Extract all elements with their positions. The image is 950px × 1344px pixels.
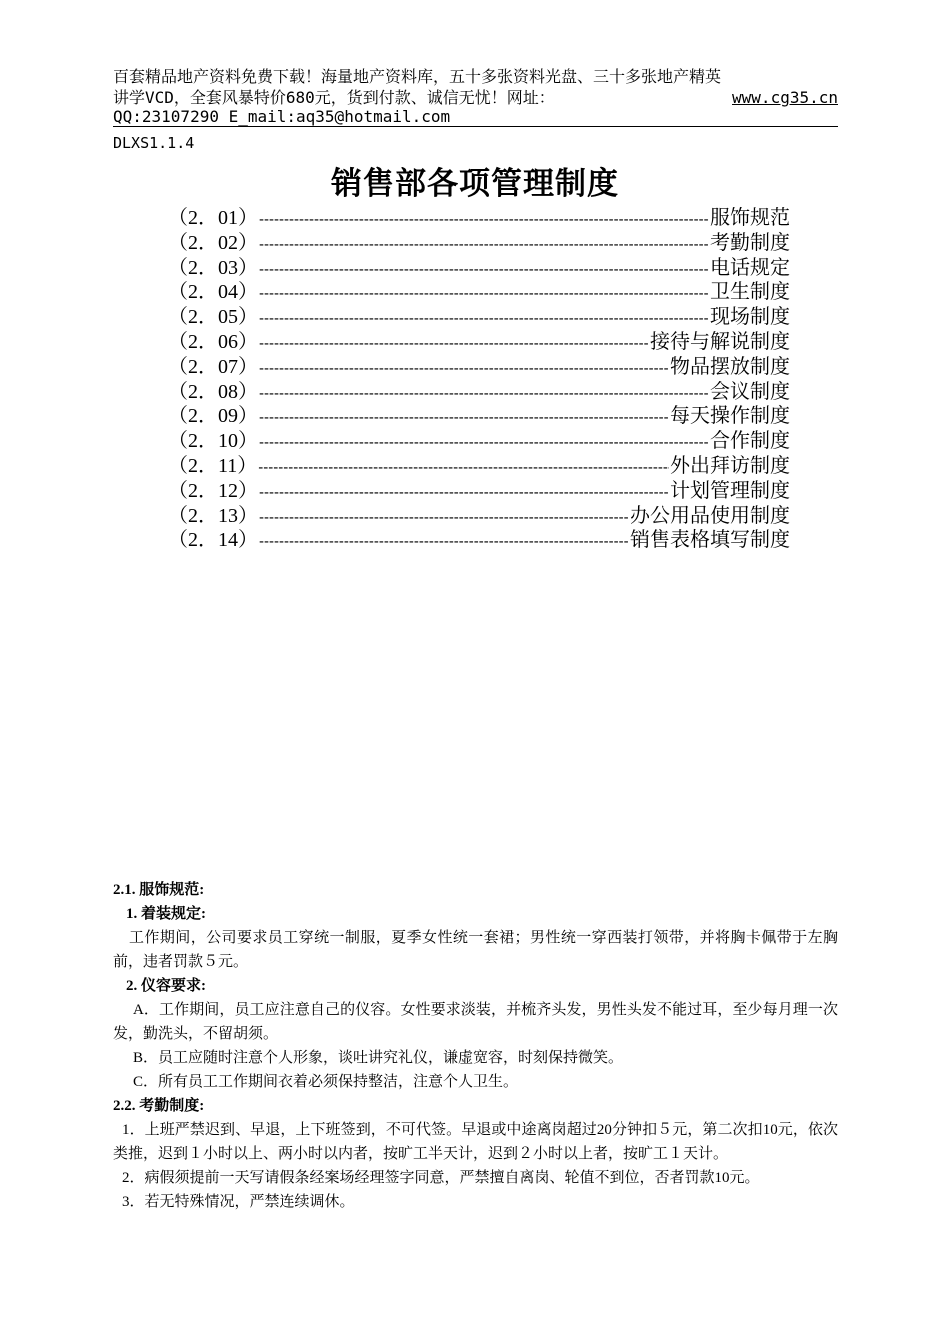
toc-leader	[259, 258, 709, 283]
toc-label: 接待与解说制度	[650, 330, 790, 353]
toc-number: （2．08）	[168, 380, 258, 403]
paragraph-appearance-b: B．员工应随时注意个人形象，谈吐讲究礼仪，谦虚宽容，时刻保持微笑。	[133, 1050, 624, 1066]
toc-label: 卫生制度	[710, 281, 790, 304]
toc-entry[interactable]	[168, 355, 790, 380]
toc-entry[interactable]	[168, 429, 790, 454]
toc-label: 计划管理制度	[670, 479, 790, 502]
toc-entry[interactable]	[168, 404, 790, 429]
toc-entry[interactable]	[168, 305, 790, 330]
toc-number: （2．11）	[168, 454, 258, 477]
toc-label: 合作制度	[710, 430, 790, 453]
toc-leader	[259, 530, 629, 555]
document-code: DLXS1.1.4	[113, 134, 195, 152]
paragraph-appearance-a: A．工作期间，员工应注意自己的仪容。女性要求淡装，并梳齐头发，男性头发不能过耳，至少每月理一次发，勤洗头，不留胡须。	[113, 1002, 838, 1042]
toc-entry[interactable]	[168, 231, 790, 256]
ad-header-line-2	[113, 89, 838, 107]
document-body	[113, 878, 838, 1214]
toc-label: 销售表格填写制度	[630, 529, 790, 552]
toc-label: 外出拜访制度	[670, 454, 790, 477]
toc-label: 办公用品使用制度	[630, 504, 790, 527]
toc-leader	[259, 406, 669, 431]
paragraph-attendance-3: 3．若无特殊情况，严禁连续调休。	[122, 1194, 355, 1210]
toc-number: （2．01）	[168, 207, 258, 229]
toc-number: （2．14）	[168, 529, 258, 552]
ad-header-line-2-text: 讲学VCD，全套风暴特价680元，货到付款、诚信无忧！网址：	[113, 89, 555, 107]
toc-number: （2．13）	[168, 504, 258, 527]
section-heading-2-2: 2.2. 考勤制度:	[113, 1098, 205, 1114]
subheading-dress-code: 1. 着装规定:	[126, 906, 206, 922]
table-of-contents	[168, 206, 790, 553]
toc-entry[interactable]	[168, 528, 790, 553]
toc-leader	[259, 233, 709, 258]
toc-label: 会议制度	[710, 380, 790, 403]
paragraph-attendance-1: 1．上班严禁迟到、早退，上下班签到，不可代签。早退或中途离岗超过20分钟扣５元，第二次扣10元，依次类推，迟到１小时以上、两小时以内者，按旷工半天计，迟到２小时以上者，按旷工１天计。	[113, 1122, 838, 1162]
toc-label: 服饰规范	[710, 207, 790, 229]
toc-number: （2．12）	[168, 479, 258, 502]
section-heading-2-1: 2.1. 服饰规范:	[113, 882, 205, 898]
toc-leader	[259, 307, 709, 332]
toc-entry[interactable]	[168, 330, 790, 355]
ad-header-line-1: 百套精品地产资料免费下载！海量地产资料库，五十多张资料光盘、三十多张地产精英	[113, 68, 722, 86]
ad-header-contact: QQ:23107290 E_mail:aq35@hotmail.com	[113, 108, 451, 126]
toc-entry[interactable]	[168, 256, 790, 281]
toc-entry[interactable]	[168, 504, 790, 529]
page-title: 销售部各项管理制度	[331, 166, 619, 202]
toc-entry[interactable]	[168, 380, 790, 405]
toc-label: 每天操作制度	[670, 405, 790, 428]
toc-entry[interactable]	[168, 206, 790, 231]
toc-number: （2．02）	[168, 231, 258, 254]
website-link[interactable]: www.cg35.cn	[732, 89, 838, 107]
toc-number: （2．04）	[168, 281, 258, 304]
toc-label: 现场制度	[710, 306, 790, 329]
toc-entry[interactable]	[168, 454, 790, 479]
toc-label: 电话规定	[710, 256, 790, 279]
paragraph-attendance-2: 2．病假须提前一天写请假条经案场经理签字同意，严禁擅自离岗、轮值不到位，否者罚款10元。	[122, 1170, 760, 1186]
toc-leader	[259, 382, 709, 407]
toc-leader	[258, 456, 669, 481]
toc-number: （2．07）	[168, 355, 258, 378]
header-divider	[113, 126, 838, 127]
toc-number: （2．03）	[168, 256, 258, 279]
toc-number: （2．09）	[168, 405, 258, 428]
toc-label: 物品摆放制度	[670, 355, 790, 378]
toc-leader	[259, 506, 629, 531]
paragraph-dress-code: 工作期间，公司要求员工穿统一制服，夏季女性统一套裙；男性统一穿西装打领带，并将胸卡佩带于左胸前，违者罚款５元。	[113, 930, 838, 970]
toc-entry[interactable]	[168, 479, 790, 504]
toc-number: （2．10）	[168, 430, 258, 453]
toc-number: （2．05）	[168, 306, 258, 329]
toc-entry[interactable]	[168, 280, 790, 305]
toc-number: （2．06）	[168, 330, 258, 353]
toc-leader	[259, 282, 709, 307]
toc-leader	[259, 332, 649, 357]
toc-leader	[259, 481, 669, 506]
paragraph-appearance-c: C．所有员工工作期间衣着必须保持整洁，注意个人卫生。	[133, 1074, 519, 1090]
toc-leader	[259, 208, 709, 233]
toc-label: 考勤制度	[710, 231, 790, 254]
toc-leader	[259, 431, 709, 456]
toc-leader	[259, 357, 669, 382]
subheading-appearance: 2. 仪容要求:	[126, 978, 206, 994]
